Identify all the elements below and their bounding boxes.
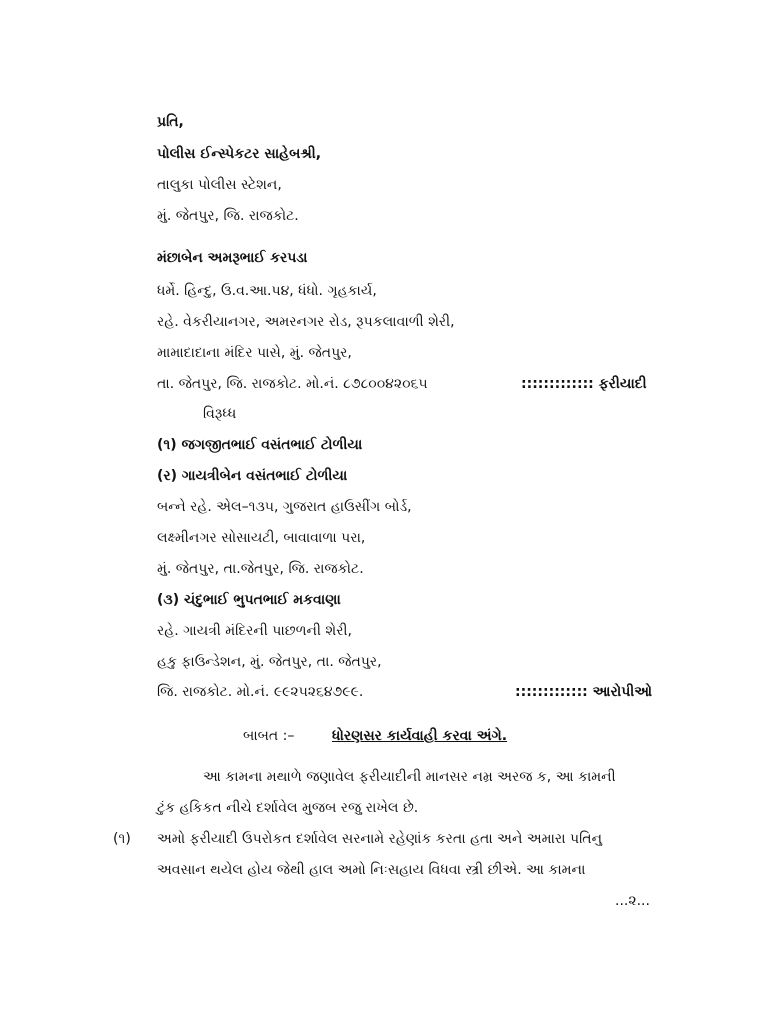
accused-1-name: (૧) જગજીતભાઈ વસંતભાઈ ટોળીયા	[157, 437, 363, 453]
accused-12-address-line2: લક્ષ્મીનગર સોસાયટી, બાવાવાળા પરા,	[157, 530, 366, 546]
salutation: પ્રતિ,	[157, 114, 184, 130]
accused-3-name: (૩) ચંદુભાઈ ભુપતભાઈ મકવાણા	[157, 592, 341, 608]
complainant-line2: રહે. વેકરીયાનગર, અમરનગર રોડ, રૂપકલાવાળી શેરી,	[157, 314, 455, 330]
complainant-role	[521, 375, 647, 393]
addressee-title: પોલીસ ઈન્સ્પેકટર સાહેબશ્રી,	[157, 146, 322, 162]
accused-role-colons: :::::::::::::	[515, 684, 588, 700]
complainant-name: મંછાબેન અમરૂભાઈ કરપડા	[157, 250, 308, 266]
accused-3-address-line1: રહે. ગાયત્રી મંદિરની પાછળની શેરી,	[157, 623, 352, 639]
continuation-marker: ...૨...	[615, 893, 650, 909]
point-1-number: (૧)	[113, 831, 131, 847]
accused-3-address-line2: હકુ ફાઉન્ડેશન, મું. જેતપુર, તા. જેતપુર,	[157, 654, 382, 670]
complainant-line1: ધર્મે. હિન્દુ, ઉ.વ.આ.પ૪, ધંધો. ગૃહકાર્ય,	[157, 283, 377, 299]
complainant-role-label: ફરીયાદી	[598, 376, 647, 392]
complainant-line3: મામાદાદાના મંદિર પાસે, મું. જેતપુર,	[157, 345, 352, 361]
accused-12-address-line1: બન્ને રહે. એલ–૧૩૫, ગુજરાત હાઉસીંગ બોર્ડ,	[157, 499, 412, 515]
point-1-line1: અમો ફરીયાદી ઉપરોકત દર્શાવેલ સરનામે રહેણાંક કરતા હતા અને અમારા પતિનુ	[157, 831, 602, 847]
point-1-line2: અવસાન થયેલ હોય જેથી હાલ અમો નિઃસહાય વિધવા સ્ત્રી છીએ. આ કામના	[157, 862, 586, 878]
complainant-line4: તા. જેતપુર, જિ. રાજકોટ. મો.નં. ૮૭૮૦૦૪૨૦૬૫	[157, 376, 428, 392]
complainant-role-colons: :::::::::::::	[521, 376, 594, 392]
accused-2-name: (ર) ગાયત્રીબેન વસંતભાઈ ટોળીયા	[157, 468, 348, 484]
intro-line1: આ કામના મથાળે જણાવેલ ફરીયાદીની માનસર નમ્ર અરજ ક, આ કામની	[203, 769, 616, 785]
accused-role-label: આરોપીઓ	[592, 684, 653, 700]
accused-3-address-line3: જિ. રાજકોટ. મો.નં. ૯૯૨૫૨૬૪૭૯૯.	[157, 684, 364, 700]
versus-label: વિરૂધ્ધ	[203, 406, 237, 422]
intro-line2: ટુંક હકિકત નીચે દર્શાવેલ મુજબ રજુ રાખેલ છે.	[157, 800, 419, 816]
addressee-place: મું. જેતપુર, જિ. રાજકોટ.	[157, 208, 299, 224]
subject-label: બાબત :–	[243, 728, 295, 744]
subject-text: ધોરણસર કાર્યવાહી કરવા અંગે.	[332, 728, 508, 744]
accused-12-address-line3: મું. જેતપુર, તા.જેતપુર, જિ. રાજકોટ.	[157, 561, 364, 577]
accused-role	[515, 683, 652, 701]
addressee-station: તાલુકા પોલીસ સ્ટેશન,	[157, 177, 282, 193]
